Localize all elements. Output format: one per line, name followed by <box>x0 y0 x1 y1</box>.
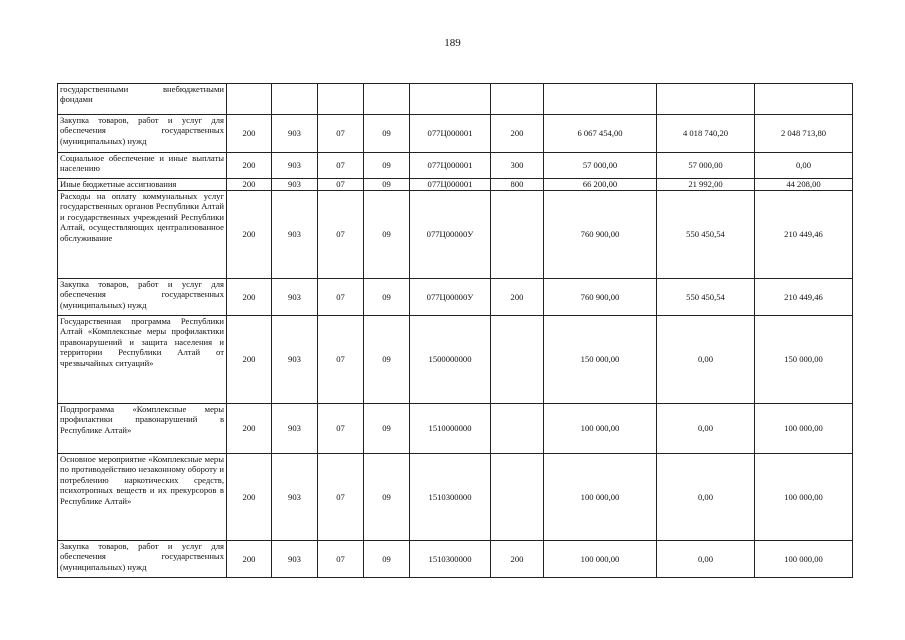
cell-target-article: 1510300000 <box>410 541 491 578</box>
cell-expense-type <box>491 454 544 541</box>
table-row <box>58 84 853 115</box>
cell-department: 903 <box>272 316 318 404</box>
cell-main-admin: 200 <box>227 153 272 179</box>
cell-amount-plan <box>544 84 657 115</box>
cell-amount-executed: 550 450,54 <box>657 279 755 316</box>
cell-amount-remaining: 100 000,00 <box>755 454 853 541</box>
row-name: Социальное обеспечение и иные выплаты населению <box>58 153 227 179</box>
cell-department: 903 <box>272 153 318 179</box>
cell-target-article: 077Ц000001 <box>410 179 491 191</box>
cell-section: 07 <box>318 454 364 541</box>
table-row <box>58 454 853 541</box>
cell-section: 07 <box>318 115 364 153</box>
cell-amount-plan: 100 000,00 <box>544 404 657 454</box>
row-name: Основное мероприятие «Комплексные меры по противодействию незаконному обороту и потреблению наркотических средств, психотропных веществ и их прекурсоров в Республике Алтай» <box>58 454 227 541</box>
cell-expense-type <box>491 404 544 454</box>
cell-subsection: 09 <box>364 454 410 541</box>
row-name: государственными внебюджетными фондами <box>58 84 227 115</box>
row-name: Иные бюджетные ассигнования <box>58 179 227 191</box>
cell-target-article: 1510300000 <box>410 454 491 541</box>
cell-section: 07 <box>318 279 364 316</box>
cell-amount-executed: 0,00 <box>657 404 755 454</box>
row-name: Закупка товаров, работ и услуг для обеспечения государственных (муниципальных) нужд <box>58 115 227 153</box>
cell-expense-type: 300 <box>491 153 544 179</box>
cell-amount-remaining: 2 048 713,80 <box>755 115 853 153</box>
cell-main-admin: 200 <box>227 404 272 454</box>
cell-section: 07 <box>318 541 364 578</box>
table-row <box>58 153 853 179</box>
cell-expense-type: 800 <box>491 179 544 191</box>
cell-target-article: 1500000000 <box>410 316 491 404</box>
row-name: Подпрограмма «Комплексные меры профилактики правонарушений в Республике Алтай» <box>58 404 227 454</box>
cell-main-admin: 200 <box>227 541 272 578</box>
cell-amount-plan: 66 200,00 <box>544 179 657 191</box>
cell-department: 903 <box>272 404 318 454</box>
cell-department: 903 <box>272 279 318 316</box>
cell-amount-remaining: 210 449,46 <box>755 279 853 316</box>
cell-amount-executed: 4 018 740,20 <box>657 115 755 153</box>
cell-target-article: 077Ц000001 <box>410 115 491 153</box>
page-number: 189 <box>444 37 461 49</box>
cell-amount-plan: 6 067 454,00 <box>544 115 657 153</box>
cell-amount-remaining: 150 000,00 <box>755 316 853 404</box>
cell-main-admin: 200 <box>227 454 272 541</box>
table-row <box>58 191 853 279</box>
cell-subsection: 09 <box>364 179 410 191</box>
cell-amount-executed <box>657 84 755 115</box>
row-name: Закупка товаров, работ и услуг для обеспечения государственных (муниципальных) нужд <box>58 541 227 578</box>
cell-amount-remaining: 0,00 <box>755 153 853 179</box>
cell-section: 07 <box>318 404 364 454</box>
cell-amount-remaining: 100 000,00 <box>755 404 853 454</box>
table-row <box>58 404 853 454</box>
cell-amount-plan: 150 000,00 <box>544 316 657 404</box>
cell-main-admin: 200 <box>227 316 272 404</box>
cell-expense-type <box>491 84 544 115</box>
cell-expense-type: 200 <box>491 115 544 153</box>
cell-amount-executed: 57 000,00 <box>657 153 755 179</box>
cell-department: 903 <box>272 191 318 279</box>
cell-main-admin: 200 <box>227 191 272 279</box>
budget-table <box>57 83 853 578</box>
row-name: Государственная программа Республики Алтай «Комплексные меры профилактики правонарушений и защита населения и территории Республики Алтай от чрезвычайных ситуаций» <box>58 316 227 404</box>
cell-amount-remaining: 44 208,00 <box>755 179 853 191</box>
table-row <box>58 316 853 404</box>
cell-amount-executed: 21 992,00 <box>657 179 755 191</box>
cell-expense-type: 200 <box>491 279 544 316</box>
cell-subsection <box>364 84 410 115</box>
row-name: Расходы на оплату коммунальных услуг государственных органов Республики Алтай и государственных учреждений Республики Алтай, осуществляющих централизованное обслуживание <box>58 191 227 279</box>
cell-amount-plan: 760 900,00 <box>544 191 657 279</box>
cell-section: 07 <box>318 316 364 404</box>
cell-section <box>318 84 364 115</box>
cell-subsection: 09 <box>364 115 410 153</box>
cell-amount-plan: 57 000,00 <box>544 153 657 179</box>
cell-target-article <box>410 84 491 115</box>
cell-amount-executed: 0,00 <box>657 316 755 404</box>
cell-subsection: 09 <box>364 191 410 279</box>
cell-amount-remaining <box>755 84 853 115</box>
cell-subsection: 09 <box>364 153 410 179</box>
cell-amount-plan: 100 000,00 <box>544 454 657 541</box>
cell-main-admin: 200 <box>227 179 272 191</box>
table-row <box>58 541 853 578</box>
cell-expense-type: 200 <box>491 541 544 578</box>
cell-section: 07 <box>318 179 364 191</box>
cell-section: 07 <box>318 153 364 179</box>
cell-main-admin <box>227 84 272 115</box>
table-row <box>58 115 853 153</box>
cell-main-admin: 200 <box>227 115 272 153</box>
cell-expense-type <box>491 191 544 279</box>
table-row <box>58 179 853 191</box>
cell-target-article: 077Ц000001 <box>410 153 491 179</box>
cell-target-article: 077Ц00000У <box>410 191 491 279</box>
cell-expense-type <box>491 316 544 404</box>
cell-amount-remaining: 210 449,46 <box>755 191 853 279</box>
cell-target-article: 077Ц00000У <box>410 279 491 316</box>
cell-subsection: 09 <box>364 404 410 454</box>
cell-department: 903 <box>272 179 318 191</box>
cell-amount-remaining: 100 000,00 <box>755 541 853 578</box>
cell-department <box>272 84 318 115</box>
cell-section: 07 <box>318 191 364 279</box>
cell-department: 903 <box>272 541 318 578</box>
cell-department: 903 <box>272 115 318 153</box>
cell-subsection: 09 <box>364 316 410 404</box>
row-name: Закупка товаров, работ и услуг для обеспечения государственных (муниципальных) нужд <box>58 279 227 316</box>
cell-department: 903 <box>272 454 318 541</box>
cell-subsection: 09 <box>364 541 410 578</box>
table-row <box>58 279 853 316</box>
cell-amount-executed: 0,00 <box>657 454 755 541</box>
cell-amount-executed: 0,00 <box>657 541 755 578</box>
cell-amount-executed: 550 450,54 <box>657 191 755 279</box>
cell-amount-plan: 100 000,00 <box>544 541 657 578</box>
cell-main-admin: 200 <box>227 279 272 316</box>
cell-target-article: 1510000000 <box>410 404 491 454</box>
cell-amount-plan: 760 900,00 <box>544 279 657 316</box>
cell-subsection: 09 <box>364 279 410 316</box>
